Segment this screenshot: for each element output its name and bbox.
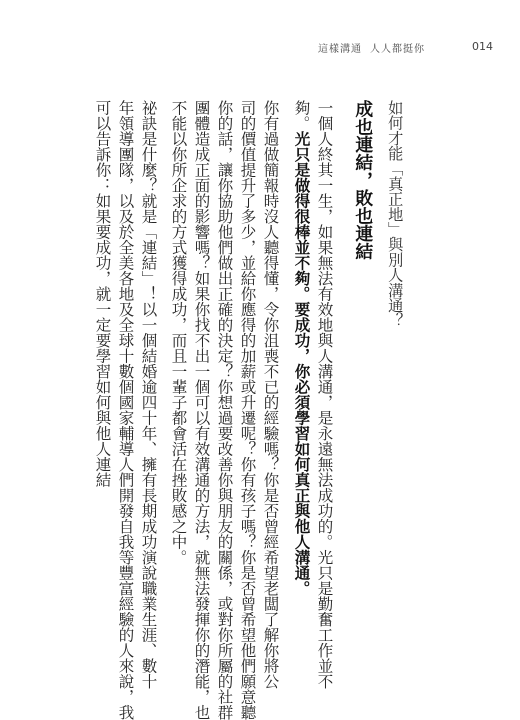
body-column-8: 祕訣是什麼？就是「連結」！以一個結婚逾四十年、擁有長期成功演說職業生涯、數十 [139, 100, 158, 689]
running-title-part2: 人人都挺你 [370, 44, 425, 55]
body-column-10: 可以告訴你：如果要成功，就一定要學習如何與他人連結 [93, 100, 112, 488]
body-column-2-bold: 光只是做得很棒並不夠。要成功，你必須學習如何真正與他人溝通。 [292, 131, 312, 596]
body-column-6: 團體造成正面的影響嗎？如果你找不出一個可以有效溝通的方法，就無法發揮你的潛能，也 [192, 100, 211, 720]
body-column-3: 你有過做簡報時沒人聽得懂，令你沮喪不已的經驗嗎？你是否曾經希望老闆了解你將公 [261, 100, 280, 689]
running-title-part1: 這樣溝通 [318, 44, 362, 55]
body-column-7: 不能以你所企求的方式獲得成功，而且一輩子都會活在挫敗感之中。 [169, 100, 188, 565]
section-question: 如何才能「真正地」與別人溝通？ [386, 100, 405, 328]
running-header [318, 40, 425, 55]
body-column-5: 你的話，讓你協助他們做出正確的決定？你想過要改善你與朋友的關係，或對你所屬的社群 [215, 100, 234, 720]
body-column-9: 年領導團隊，以及於全美各地及全球十數個國家輔導人們開發自我等豐富經驗的人來說，我 [116, 100, 135, 720]
body-column-4: 司的價值提升了多少，並給你應得的加薪或升遷呢？你有孩子嗎？你是否曾希望他們願意聽 [238, 100, 257, 720]
body-column-1: 一個人終其一生，如果無法有效地與人溝通，是永遠無法成功的。光只是勤奮工作並不 [315, 100, 334, 689]
body-column-2 [292, 100, 312, 596]
page-number: 014 [472, 40, 493, 53]
section-heading: 成也連結，敗也連結 [352, 100, 374, 261]
body-column-2-lead: 夠。 [292, 100, 311, 131]
